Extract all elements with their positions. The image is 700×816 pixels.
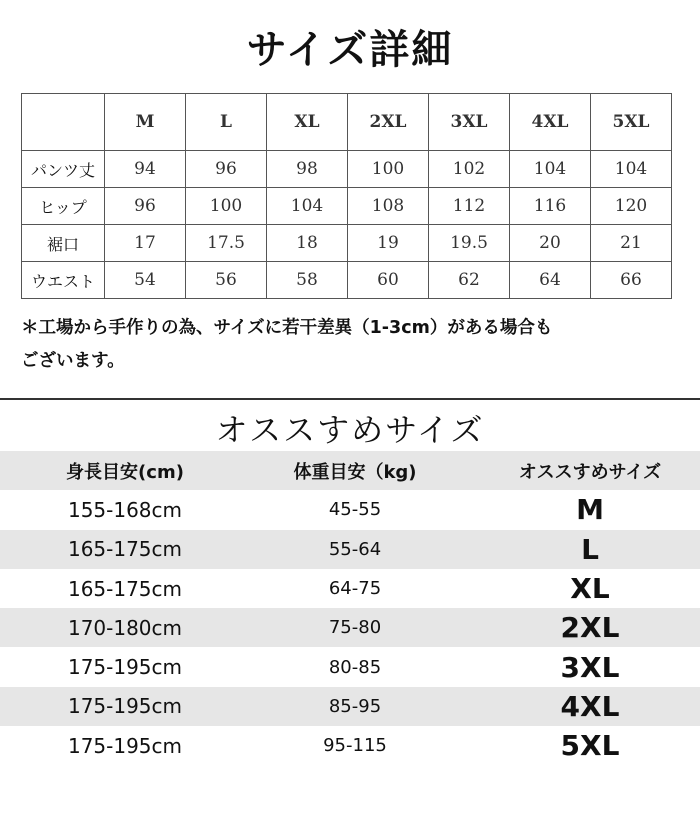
recommend-table [0, 451, 700, 765]
weight-cell: 45-55 [328, 499, 382, 521]
row-label: ヒップ [22, 188, 105, 225]
table-row [0, 608, 700, 647]
table-cell: 100 [186, 188, 267, 225]
table-row [0, 530, 700, 569]
table-cell: 94 [105, 151, 186, 188]
table-row [0, 726, 700, 765]
height-cell: 155-168cm [67, 497, 183, 522]
row-label: パンツ丈 [22, 151, 105, 188]
table-cell: 20 [510, 225, 591, 262]
table-cell: 66 [591, 262, 672, 299]
size-cell: 3XL [560, 650, 620, 684]
table-cell: 19 [348, 225, 429, 262]
table-row [22, 262, 672, 299]
row-label: 裾口 [22, 225, 105, 262]
size-column-header: M [105, 94, 186, 151]
table-cell: 108 [348, 188, 429, 225]
height-column-header: 身長目安(cm) [66, 461, 184, 483]
size-column-header: オススすめサイズ [518, 461, 662, 483]
size-column-header: XL [267, 94, 348, 151]
size-cell: 5XL [560, 729, 620, 763]
table-cell: 58 [267, 262, 348, 299]
table-cell: 17 [105, 225, 186, 262]
table-cell: 56 [186, 262, 267, 299]
table-cell: 64 [510, 262, 591, 299]
weight-column-header: 体重目安（kg) [293, 461, 417, 483]
note-line: ＊工場から手作りの為、サイズに若干差異（1-3cm）がある場合も [21, 318, 553, 338]
table-corner-cell [22, 94, 105, 151]
recommend-header-row [0, 451, 700, 490]
row-label: ウエスト [22, 262, 105, 299]
weight-cell: 85-95 [328, 695, 382, 717]
weight-cell: 55-64 [328, 538, 382, 560]
recommend-title: オススすめサイズ [215, 411, 485, 449]
table-cell: 96 [105, 188, 186, 225]
table-cell: 100 [348, 151, 429, 188]
height-cell: 175-195cm [67, 733, 183, 758]
size-column-header: 4XL [510, 94, 591, 151]
table-cell: 21 [591, 225, 672, 262]
table-cell: 104 [591, 151, 672, 188]
table-cell: 120 [591, 188, 672, 225]
size-column-header: 3XL [429, 94, 510, 151]
height-cell: 170-180cm [67, 615, 183, 640]
table-row [0, 687, 700, 726]
table-cell: 104 [267, 188, 348, 225]
size-variance-note [21, 312, 691, 378]
table-cell: 112 [429, 188, 510, 225]
size-column-header: 5XL [591, 94, 672, 151]
table-cell: 60 [348, 262, 429, 299]
height-cell: 175-195cm [67, 655, 183, 680]
table-row [0, 569, 700, 608]
size-column-header: L [186, 94, 267, 151]
table-cell: 62 [429, 262, 510, 299]
size-cell: XL [570, 572, 610, 606]
table-row [22, 225, 672, 262]
height-cell: 175-195cm [67, 694, 183, 719]
height-cell: 165-175cm [67, 576, 183, 601]
table-cell: 98 [267, 151, 348, 188]
height-cell: 165-175cm [67, 537, 183, 562]
page-title: サイズ詳細 [246, 27, 454, 73]
weight-cell: 80-85 [328, 656, 382, 678]
weight-cell: 75-80 [328, 617, 382, 639]
table-cell: 19.5 [429, 225, 510, 262]
weight-cell: 64-75 [328, 578, 382, 600]
table-cell: 54 [105, 262, 186, 299]
size-column-header: 2XL [348, 94, 429, 151]
table-cell: 18 [267, 225, 348, 262]
size-cell: L [581, 532, 599, 566]
table-cell: 104 [510, 151, 591, 188]
weight-cell: 95-115 [323, 735, 387, 757]
table-cell: 96 [186, 151, 267, 188]
size-detail-table [21, 93, 672, 299]
table-header-row [22, 94, 672, 151]
note-line: ございます。 [21, 351, 125, 371]
size-cell: 4XL [560, 689, 620, 723]
table-row [22, 151, 672, 188]
table-cell: 102 [429, 151, 510, 188]
size-cell: 2XL [560, 611, 620, 645]
table-cell: 17.5 [186, 225, 267, 262]
size-cell: M [576, 493, 604, 527]
table-row [0, 490, 700, 529]
section-divider [0, 398, 700, 400]
table-cell: 116 [510, 188, 591, 225]
table-row [22, 188, 672, 225]
table-row [0, 647, 700, 686]
